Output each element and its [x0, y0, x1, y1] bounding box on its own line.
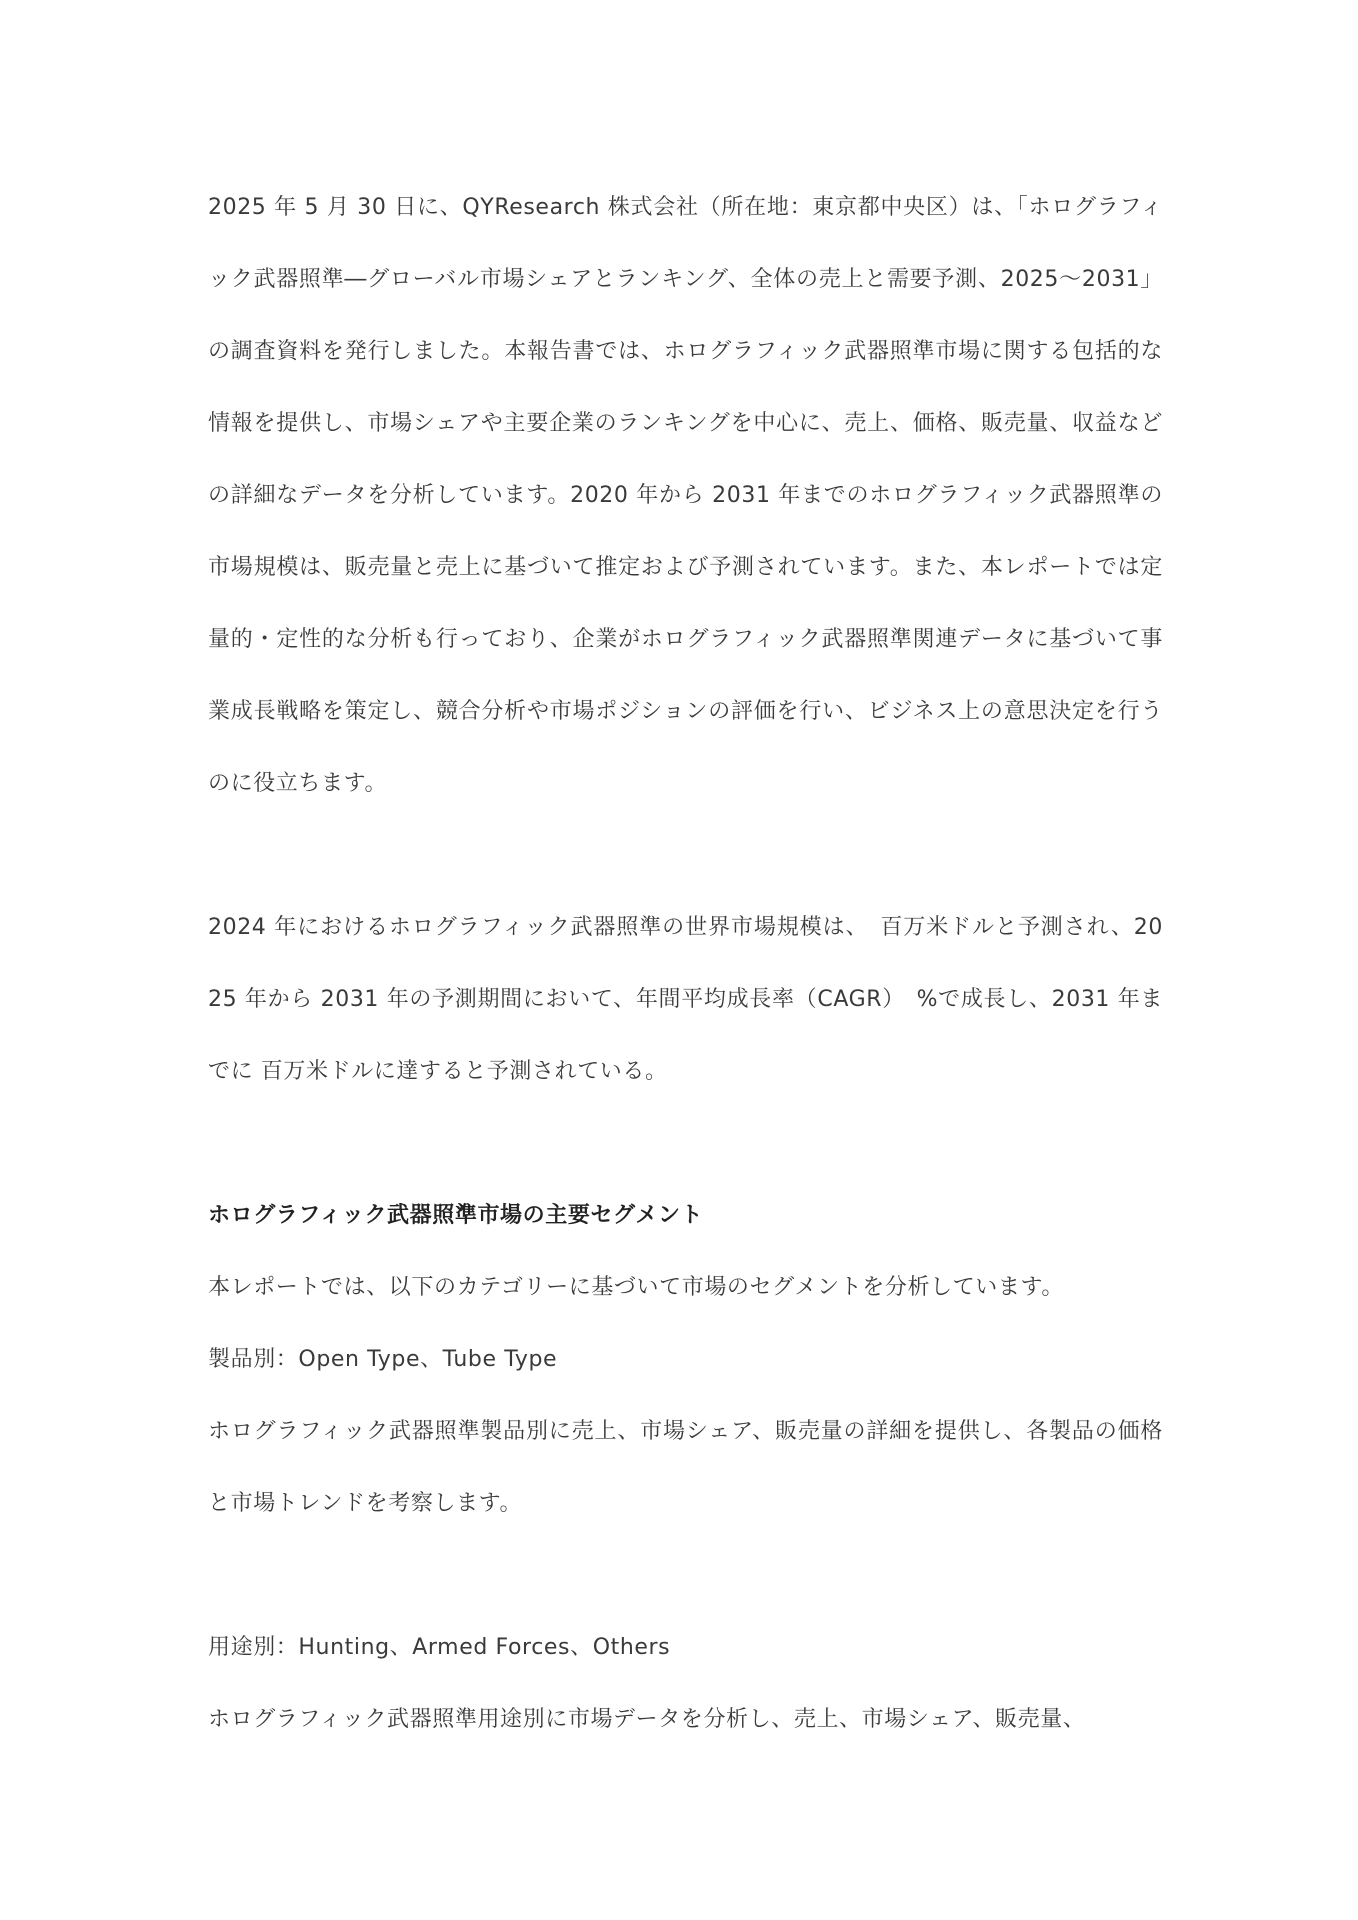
intro-paragraph: 2025 年 5 月 30 日に、QYResearch 株式会社（所在地：東京都中央区）は、「ホログラフィック武器照準―グローバル市場シェアとランキング、全体の売上と需要予測、2025～2031」の調査資料を発行しました。本報告書では、ホログラフィック武器照準市場に関する包括的な情報を提供し、市場シェアや主要企業のランキングを中心に、売上、価格、販売量、収益などの詳細なデータを分析しています。2020 年から 2031 年までのホログラフィック武器照準の市場規模は、販売量と売上に基づいて推定および予測されています。また、本レポートでは定量的・定性的な分析も行っており、企業がホログラフィック武器照準関連データに基づいて事業成長戦略を策定し、競合分析や市場ポジションの評価を行い、ビジネス上の意思決定を行うのに役立ちます。 — [208, 195, 1163, 796]
spacer — [208, 1108, 1163, 1180]
segment-intro: 本レポートでは、以下のカテゴリーに基づいて市場のセグメントを分析しています。 — [208, 1275, 1064, 1300]
by-application-description: ホログラフィック武器照準用途別に市場データを分析し、売上、市場シェア、販売量、 — [208, 1707, 1086, 1732]
by-product-label: 製品別：Open Type、Tube Type — [208, 1347, 558, 1372]
by-application-label: 用途別：Hunting、Armed Forces、Others — [208, 1635, 671, 1660]
market-size-paragraph: 2024 年におけるホログラフィック武器照準の世界市場規模は、 百万米ドルと予測され、2025 年から 2031 年の予測期間において、年間平均成長率（CAGR） %で成長し、2031 年までに 百万米ドルに達すると予測されている。 — [208, 915, 1163, 1084]
spacer — [208, 1540, 1163, 1612]
document-body — [208, 172, 1163, 1756]
segment-heading: ホログラフィック武器照準市場の主要セグメント — [208, 1203, 704, 1228]
by-product-description: ホログラフィック武器照準製品別に売上、市場シェア、販売量の詳細を提供し、各製品の価格と市場トレンドを考察します。 — [208, 1419, 1163, 1516]
spacer — [208, 820, 1163, 892]
